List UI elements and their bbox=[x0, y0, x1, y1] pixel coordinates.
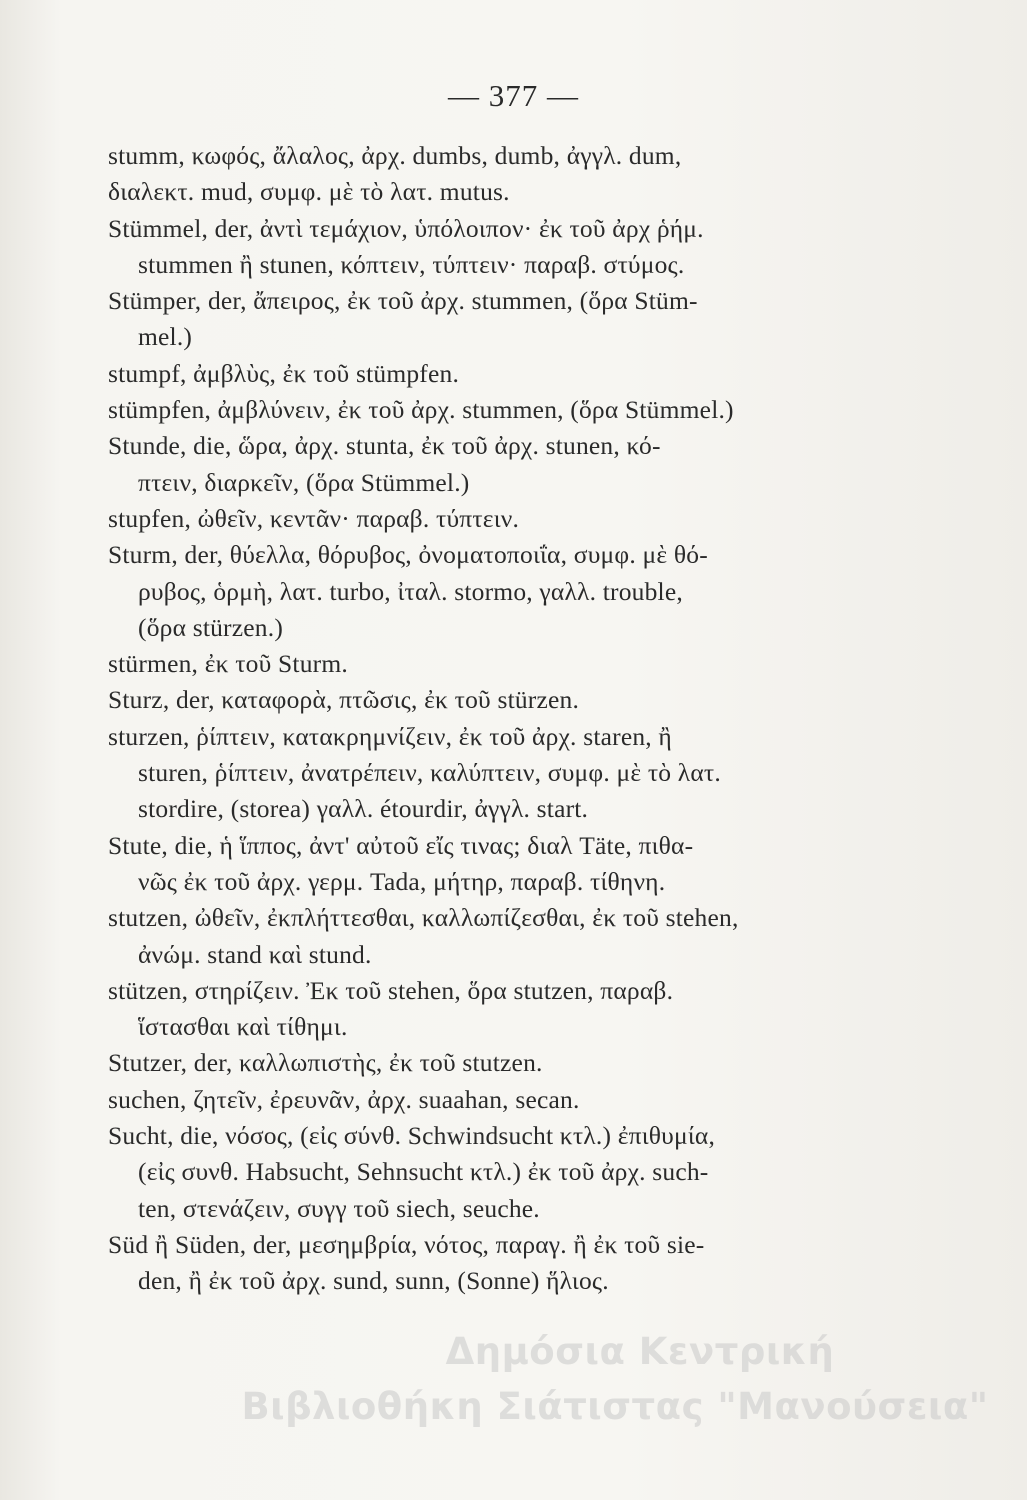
entry-line: stumpf, ἀμβλὺς, ἐκ τοῦ stümpfen. bbox=[108, 358, 460, 388]
entry-line: Stunde, die, ὥρα, ἀρχ. stunta, ἐκ τοῦ ἀρχ. stunen, κό- bbox=[108, 431, 661, 461]
dictionary-entries bbox=[108, 138, 923, 1300]
entry-line: Sturz, der, καταφορὰ, πτῶσις, ἐκ τοῦ stürzen. bbox=[108, 685, 580, 715]
entry-line: den, ἢ ἐκ τοῦ ἀρχ. sund, sunn, (Sonne) ἥλιος. bbox=[138, 1266, 609, 1296]
entry-line: stummen ἢ stunen, κόπτειν, τύπτειν· παραβ. στύμος. bbox=[138, 249, 685, 279]
entry-line: stutzen, ὠθεῖν, ἐκπλήττεσθαι, καλλωπίζεσθαι, ἐκ τοῦ stehen, bbox=[108, 903, 739, 933]
entry-line: πτειν, διαρκεῖν, (ὅρα Stümmel.) bbox=[138, 467, 470, 497]
entry-line: stordire, (storea) γαλλ. étourdir, ἀγγλ. start. bbox=[138, 794, 589, 824]
entry-line: suchen, ζητεῖν, ἐρευνᾶν, ἀρχ. suaahan, secan. bbox=[108, 1084, 580, 1114]
entry-line: ten, στενάζειν, συγγ τοῦ siech, seuche. bbox=[138, 1193, 540, 1223]
entry-line: sturzen, ῥίπτειν, κατακρημνίζειν, ἐκ τοῦ ἀρχ. staren, ἢ bbox=[108, 721, 672, 751]
entry-line: διαλεκτ. mud, συμφ. μὲ τὸ λατ. mutus. bbox=[108, 177, 510, 207]
entry-line: Stümper, der, ἄπειρος, ἐκ τοῦ ἀρχ. stummen, (ὅρα Stüm- bbox=[108, 286, 698, 316]
entry-line: νῶς ἐκ τοῦ ἀρχ. γερμ. Tada, μήτηρ, παραβ. τίθηνη. bbox=[138, 866, 666, 896]
entry-line: ἵστασθαι καὶ τίθημι. bbox=[138, 1012, 348, 1042]
entry-line: (ὅρα stürzen.) bbox=[138, 612, 284, 642]
library-watermark-line-1: Δημόσια Κεντρική bbox=[445, 1330, 835, 1373]
entry-line: stumm, κωφός, ἄλαλος, ἀρχ. dumbs, dumb, ἀγγλ. dum, bbox=[108, 141, 682, 170]
entry-line: stupfen, ὠθεῖν, κεντᾶν· παραβ. τύπτειν. bbox=[108, 503, 520, 533]
entry-line: ἀνώμ. stand καὶ stund. bbox=[138, 939, 372, 969]
page-number: — 377 — bbox=[448, 78, 579, 113]
entry-line: mel.) bbox=[138, 322, 193, 352]
entry-line: sturen, ῥίπτειν, ἀνατρέπειν, καλύπτειν, συμφ. μὲ τὸ λατ. bbox=[138, 758, 721, 788]
library-watermark-line-2: Βιβλιοθήκη Σιάτιστας "Μανούσεια" bbox=[241, 1385, 989, 1428]
entry-line: Stümmel, der, ἀντὶ τεμάχιον, ὑπόλοιπον· ἐκ τοῦ ἀρχ ῥήμ. bbox=[108, 213, 704, 243]
entry-line: ρυβος, ὁρμὴ, λατ. turbo, ἰταλ. stormo, γαλλ. trouble, bbox=[138, 576, 683, 606]
entry-line: stützen, στηρίζειν. Ἐκ τοῦ stehen, ὅρα stutzen, παραβ. bbox=[108, 975, 674, 1005]
entry-line: Sucht, die, νόσος, (εἰς σύνθ. Schwindsucht κτλ.) ἐπιθυμία, bbox=[108, 1121, 716, 1151]
entry-line: stürmen, ἐκ τοῦ Sturm. bbox=[108, 649, 348, 679]
entry-line: Süd ἢ Süden, der, μεσημβρία, νότος, παραγ. ἢ ἐκ τοῦ sie- bbox=[108, 1229, 705, 1259]
entry-line: Stute, die, ἡ ἵππος, ἀντ' αὐτοῦ εἴς τινας; διαλ Täte, πιθα- bbox=[108, 830, 694, 860]
entry-line: (εἰς συνθ. Habsucht, Sehnsucht κτλ.) ἐκ τοῦ ἀρχ. such- bbox=[138, 1157, 709, 1187]
entry-line: stümpfen, ἀμβλύνειν, ἐκ τοῦ ἀρχ. stummen, (ὅρα Stümmel.) bbox=[108, 395, 734, 425]
entry-line: Stutzer, der, καλλωπιστὴς, ἐκ τοῦ stutzen. bbox=[108, 1048, 543, 1078]
entry-line: Sturm, der, θύελλα, θόρυβος, ὀνοματοποιΐα, συμφ. μὲ θό- bbox=[108, 540, 708, 570]
